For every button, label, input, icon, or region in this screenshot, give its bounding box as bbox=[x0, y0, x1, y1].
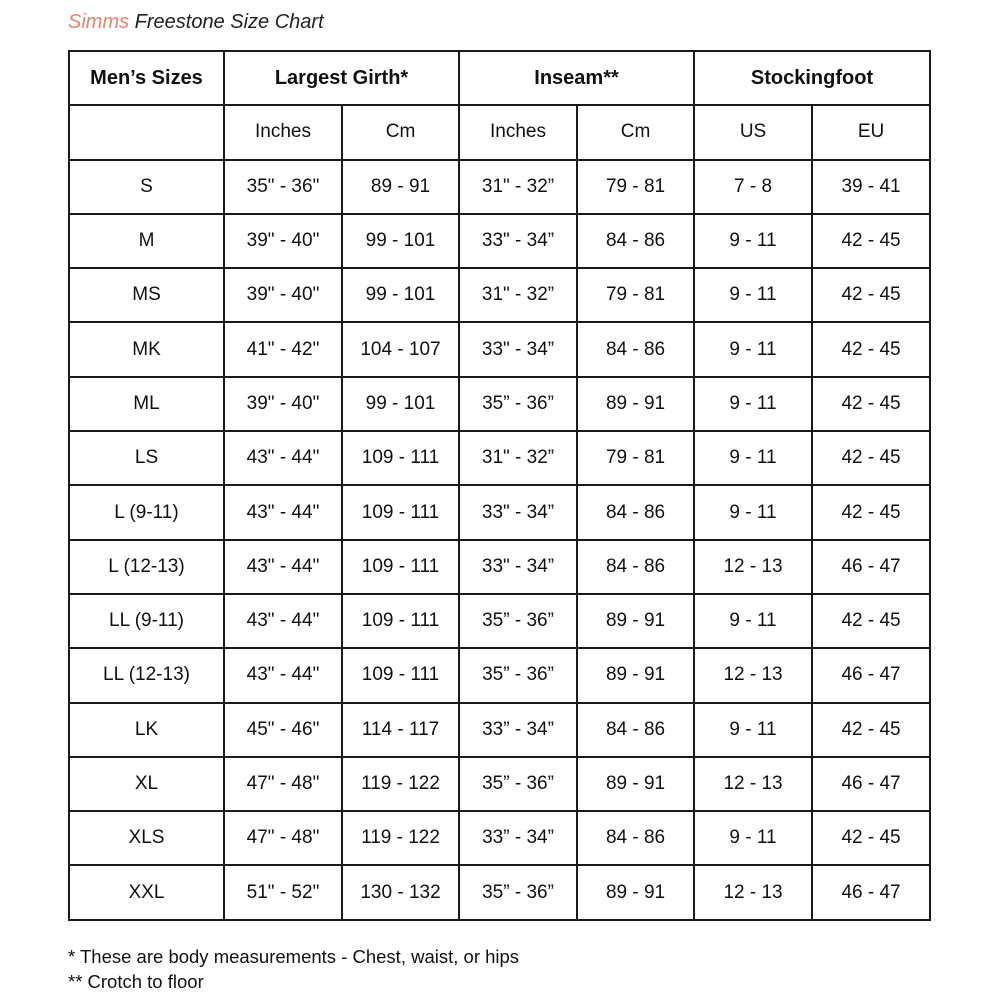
foot-us-cell: 9 - 11 bbox=[694, 703, 812, 757]
foot-eu-cell: 42 - 45 bbox=[812, 703, 930, 757]
foot-eu-cell: 46 - 47 bbox=[812, 540, 930, 594]
foot-us-cell: 12 - 13 bbox=[694, 865, 812, 919]
girth-inches-cell: 43" - 44" bbox=[224, 431, 342, 485]
girth-inches-cell: 39" - 40" bbox=[224, 214, 342, 268]
girth-cm-cell: 109 - 111 bbox=[342, 648, 459, 702]
chart-title-text: Freestone Size Chart bbox=[134, 11, 324, 33]
inseam-inches-cell: 31" - 32” bbox=[459, 431, 577, 485]
size-cell: S bbox=[69, 160, 224, 214]
girth-cm-cell: 119 - 122 bbox=[342, 811, 459, 865]
girth-cm-cell: 119 - 122 bbox=[342, 757, 459, 811]
foot-eu-cell: 42 - 45 bbox=[812, 214, 930, 268]
girth-inches-cell: 35" - 36" bbox=[224, 160, 342, 214]
subheader-row bbox=[69, 105, 930, 159]
foot-eu-cell: 42 - 45 bbox=[812, 594, 930, 648]
table-row bbox=[69, 540, 930, 594]
table-row bbox=[69, 811, 930, 865]
girth-inches-cell: 39" - 40" bbox=[224, 377, 342, 431]
foot-eu-cell: 42 - 45 bbox=[812, 268, 930, 322]
inseam-cm-cell: 89 - 91 bbox=[577, 594, 694, 648]
girth-inches-cell: 43" - 44" bbox=[224, 540, 342, 594]
size-cell: LK bbox=[69, 703, 224, 757]
foot-us-cell: 9 - 11 bbox=[694, 214, 812, 268]
size-cell: L (9-11) bbox=[69, 485, 224, 539]
inseam-inches-cell: 33" - 34” bbox=[459, 540, 577, 594]
inseam-cm-cell: 79 - 81 bbox=[577, 431, 694, 485]
foot-eu-cell: 42 - 45 bbox=[812, 431, 930, 485]
table-row bbox=[69, 322, 930, 376]
inseam-inches-cell: 35” - 36” bbox=[459, 377, 577, 431]
inseam-cm-cell: 84 - 86 bbox=[577, 540, 694, 594]
header-row bbox=[69, 51, 930, 105]
size-cell: LS bbox=[69, 431, 224, 485]
foot-eu-cell: 46 - 47 bbox=[812, 865, 930, 919]
size-cell: MS bbox=[69, 268, 224, 322]
girth-cm-cell: 109 - 111 bbox=[342, 540, 459, 594]
inseam-inches-cell: 31" - 32” bbox=[459, 160, 577, 214]
size-cell: LL (12-13) bbox=[69, 648, 224, 702]
inseam-cm-cell: 84 - 86 bbox=[577, 703, 694, 757]
inseam-inches-cell: 35” - 36” bbox=[459, 757, 577, 811]
size-cell: XL bbox=[69, 757, 224, 811]
subheader-inseam-cm: Cm bbox=[577, 105, 694, 159]
table-row bbox=[69, 268, 930, 322]
subheader-girth-inches: Inches bbox=[224, 105, 342, 159]
size-cell: XLS bbox=[69, 811, 224, 865]
subheader-empty bbox=[69, 105, 224, 159]
header-largest-girth: Largest Girth* bbox=[224, 51, 459, 105]
inseam-cm-cell: 89 - 91 bbox=[577, 757, 694, 811]
foot-us-cell: 9 - 11 bbox=[694, 485, 812, 539]
foot-eu-cell: 42 - 45 bbox=[812, 811, 930, 865]
inseam-cm-cell: 84 - 86 bbox=[577, 214, 694, 268]
brand-name: Simms bbox=[68, 11, 130, 33]
inseam-cm-cell: 84 - 86 bbox=[577, 811, 694, 865]
inseam-inches-cell: 33” - 34” bbox=[459, 703, 577, 757]
foot-us-cell: 12 - 13 bbox=[694, 540, 812, 594]
table-row bbox=[69, 485, 930, 539]
header-mens-sizes: Men’s Sizes bbox=[69, 51, 224, 105]
table-row bbox=[69, 160, 930, 214]
subheader-foot-eu: EU bbox=[812, 105, 930, 159]
size-cell: XXL bbox=[69, 865, 224, 919]
foot-eu-cell: 39 - 41 bbox=[812, 160, 930, 214]
size-cell: M bbox=[69, 214, 224, 268]
girth-cm-cell: 89 - 91 bbox=[342, 160, 459, 214]
inseam-inches-cell: 35” - 36” bbox=[459, 648, 577, 702]
foot-us-cell: 9 - 11 bbox=[694, 811, 812, 865]
table-row bbox=[69, 214, 930, 268]
table-row bbox=[69, 431, 930, 485]
foot-eu-cell: 46 - 47 bbox=[812, 648, 930, 702]
table-row bbox=[69, 865, 930, 919]
table-row bbox=[69, 757, 930, 811]
inseam-inches-cell: 33" - 34” bbox=[459, 214, 577, 268]
inseam-cm-cell: 84 - 86 bbox=[577, 322, 694, 376]
foot-us-cell: 9 - 11 bbox=[694, 322, 812, 376]
inseam-inches-cell: 33" - 34” bbox=[459, 485, 577, 539]
foot-us-cell: 7 - 8 bbox=[694, 160, 812, 214]
girth-cm-cell: 104 - 107 bbox=[342, 322, 459, 376]
girth-cm-cell: 99 - 101 bbox=[342, 377, 459, 431]
girth-cm-cell: 99 - 101 bbox=[342, 268, 459, 322]
foot-eu-cell: 46 - 47 bbox=[812, 757, 930, 811]
size-cell: L (12-13) bbox=[69, 540, 224, 594]
inseam-cm-cell: 89 - 91 bbox=[577, 648, 694, 702]
girth-inches-cell: 45" - 46" bbox=[224, 703, 342, 757]
girth-cm-cell: 109 - 111 bbox=[342, 431, 459, 485]
inseam-inches-cell: 35” - 36” bbox=[459, 865, 577, 919]
girth-inches-cell: 43" - 44" bbox=[224, 648, 342, 702]
inseam-inches-cell: 33” - 34” bbox=[459, 811, 577, 865]
girth-cm-cell: 109 - 111 bbox=[342, 594, 459, 648]
girth-cm-cell: 130 - 132 bbox=[342, 865, 459, 919]
foot-us-cell: 12 - 13 bbox=[694, 648, 812, 702]
chart-title bbox=[68, 11, 324, 34]
girth-inches-cell: 43" - 44" bbox=[224, 594, 342, 648]
foot-us-cell: 9 - 11 bbox=[694, 431, 812, 485]
inseam-cm-cell: 89 - 91 bbox=[577, 865, 694, 919]
size-cell: LL (9-11) bbox=[69, 594, 224, 648]
size-cell: ML bbox=[69, 377, 224, 431]
footnotes bbox=[68, 944, 519, 994]
inseam-cm-cell: 89 - 91 bbox=[577, 377, 694, 431]
inseam-inches-cell: 35” - 36” bbox=[459, 594, 577, 648]
subheader-girth-cm: Cm bbox=[342, 105, 459, 159]
foot-eu-cell: 42 - 45 bbox=[812, 485, 930, 539]
girth-inches-cell: 39" - 40" bbox=[224, 268, 342, 322]
girth-cm-cell: 114 - 117 bbox=[342, 703, 459, 757]
girth-inches-cell: 41" - 42" bbox=[224, 322, 342, 376]
girth-inches-cell: 51" - 52" bbox=[224, 865, 342, 919]
foot-us-cell: 12 - 13 bbox=[694, 757, 812, 811]
foot-us-cell: 9 - 11 bbox=[694, 594, 812, 648]
foot-eu-cell: 42 - 45 bbox=[812, 377, 930, 431]
size-rows bbox=[69, 160, 930, 920]
table-row bbox=[69, 703, 930, 757]
girth-cm-cell: 99 - 101 bbox=[342, 214, 459, 268]
footnote-inseam: ** Crotch to floor bbox=[68, 971, 204, 992]
size-cell: MK bbox=[69, 322, 224, 376]
table-row bbox=[69, 594, 930, 648]
foot-us-cell: 9 - 11 bbox=[694, 377, 812, 431]
foot-us-cell: 9 - 11 bbox=[694, 268, 812, 322]
subheader-inseam-inches: Inches bbox=[459, 105, 577, 159]
size-chart-table bbox=[68, 50, 931, 921]
footnote-girth: * These are body measurements - Chest, waist, or hips bbox=[68, 946, 520, 967]
subheader-foot-us: US bbox=[694, 105, 812, 159]
header-stockingfoot: Stockingfoot bbox=[694, 51, 930, 105]
girth-cm-cell: 109 - 111 bbox=[342, 485, 459, 539]
inseam-cm-cell: 84 - 86 bbox=[577, 485, 694, 539]
inseam-inches-cell: 33" - 34” bbox=[459, 322, 577, 376]
inseam-cm-cell: 79 - 81 bbox=[577, 268, 694, 322]
girth-inches-cell: 43" - 44" bbox=[224, 485, 342, 539]
foot-eu-cell: 42 - 45 bbox=[812, 322, 930, 376]
girth-inches-cell: 47" - 48" bbox=[224, 811, 342, 865]
girth-inches-cell: 47" - 48" bbox=[224, 757, 342, 811]
inseam-cm-cell: 79 - 81 bbox=[577, 160, 694, 214]
header-inseam: Inseam** bbox=[459, 51, 694, 105]
table-row bbox=[69, 648, 930, 702]
table-row bbox=[69, 377, 930, 431]
inseam-inches-cell: 31" - 32” bbox=[459, 268, 577, 322]
